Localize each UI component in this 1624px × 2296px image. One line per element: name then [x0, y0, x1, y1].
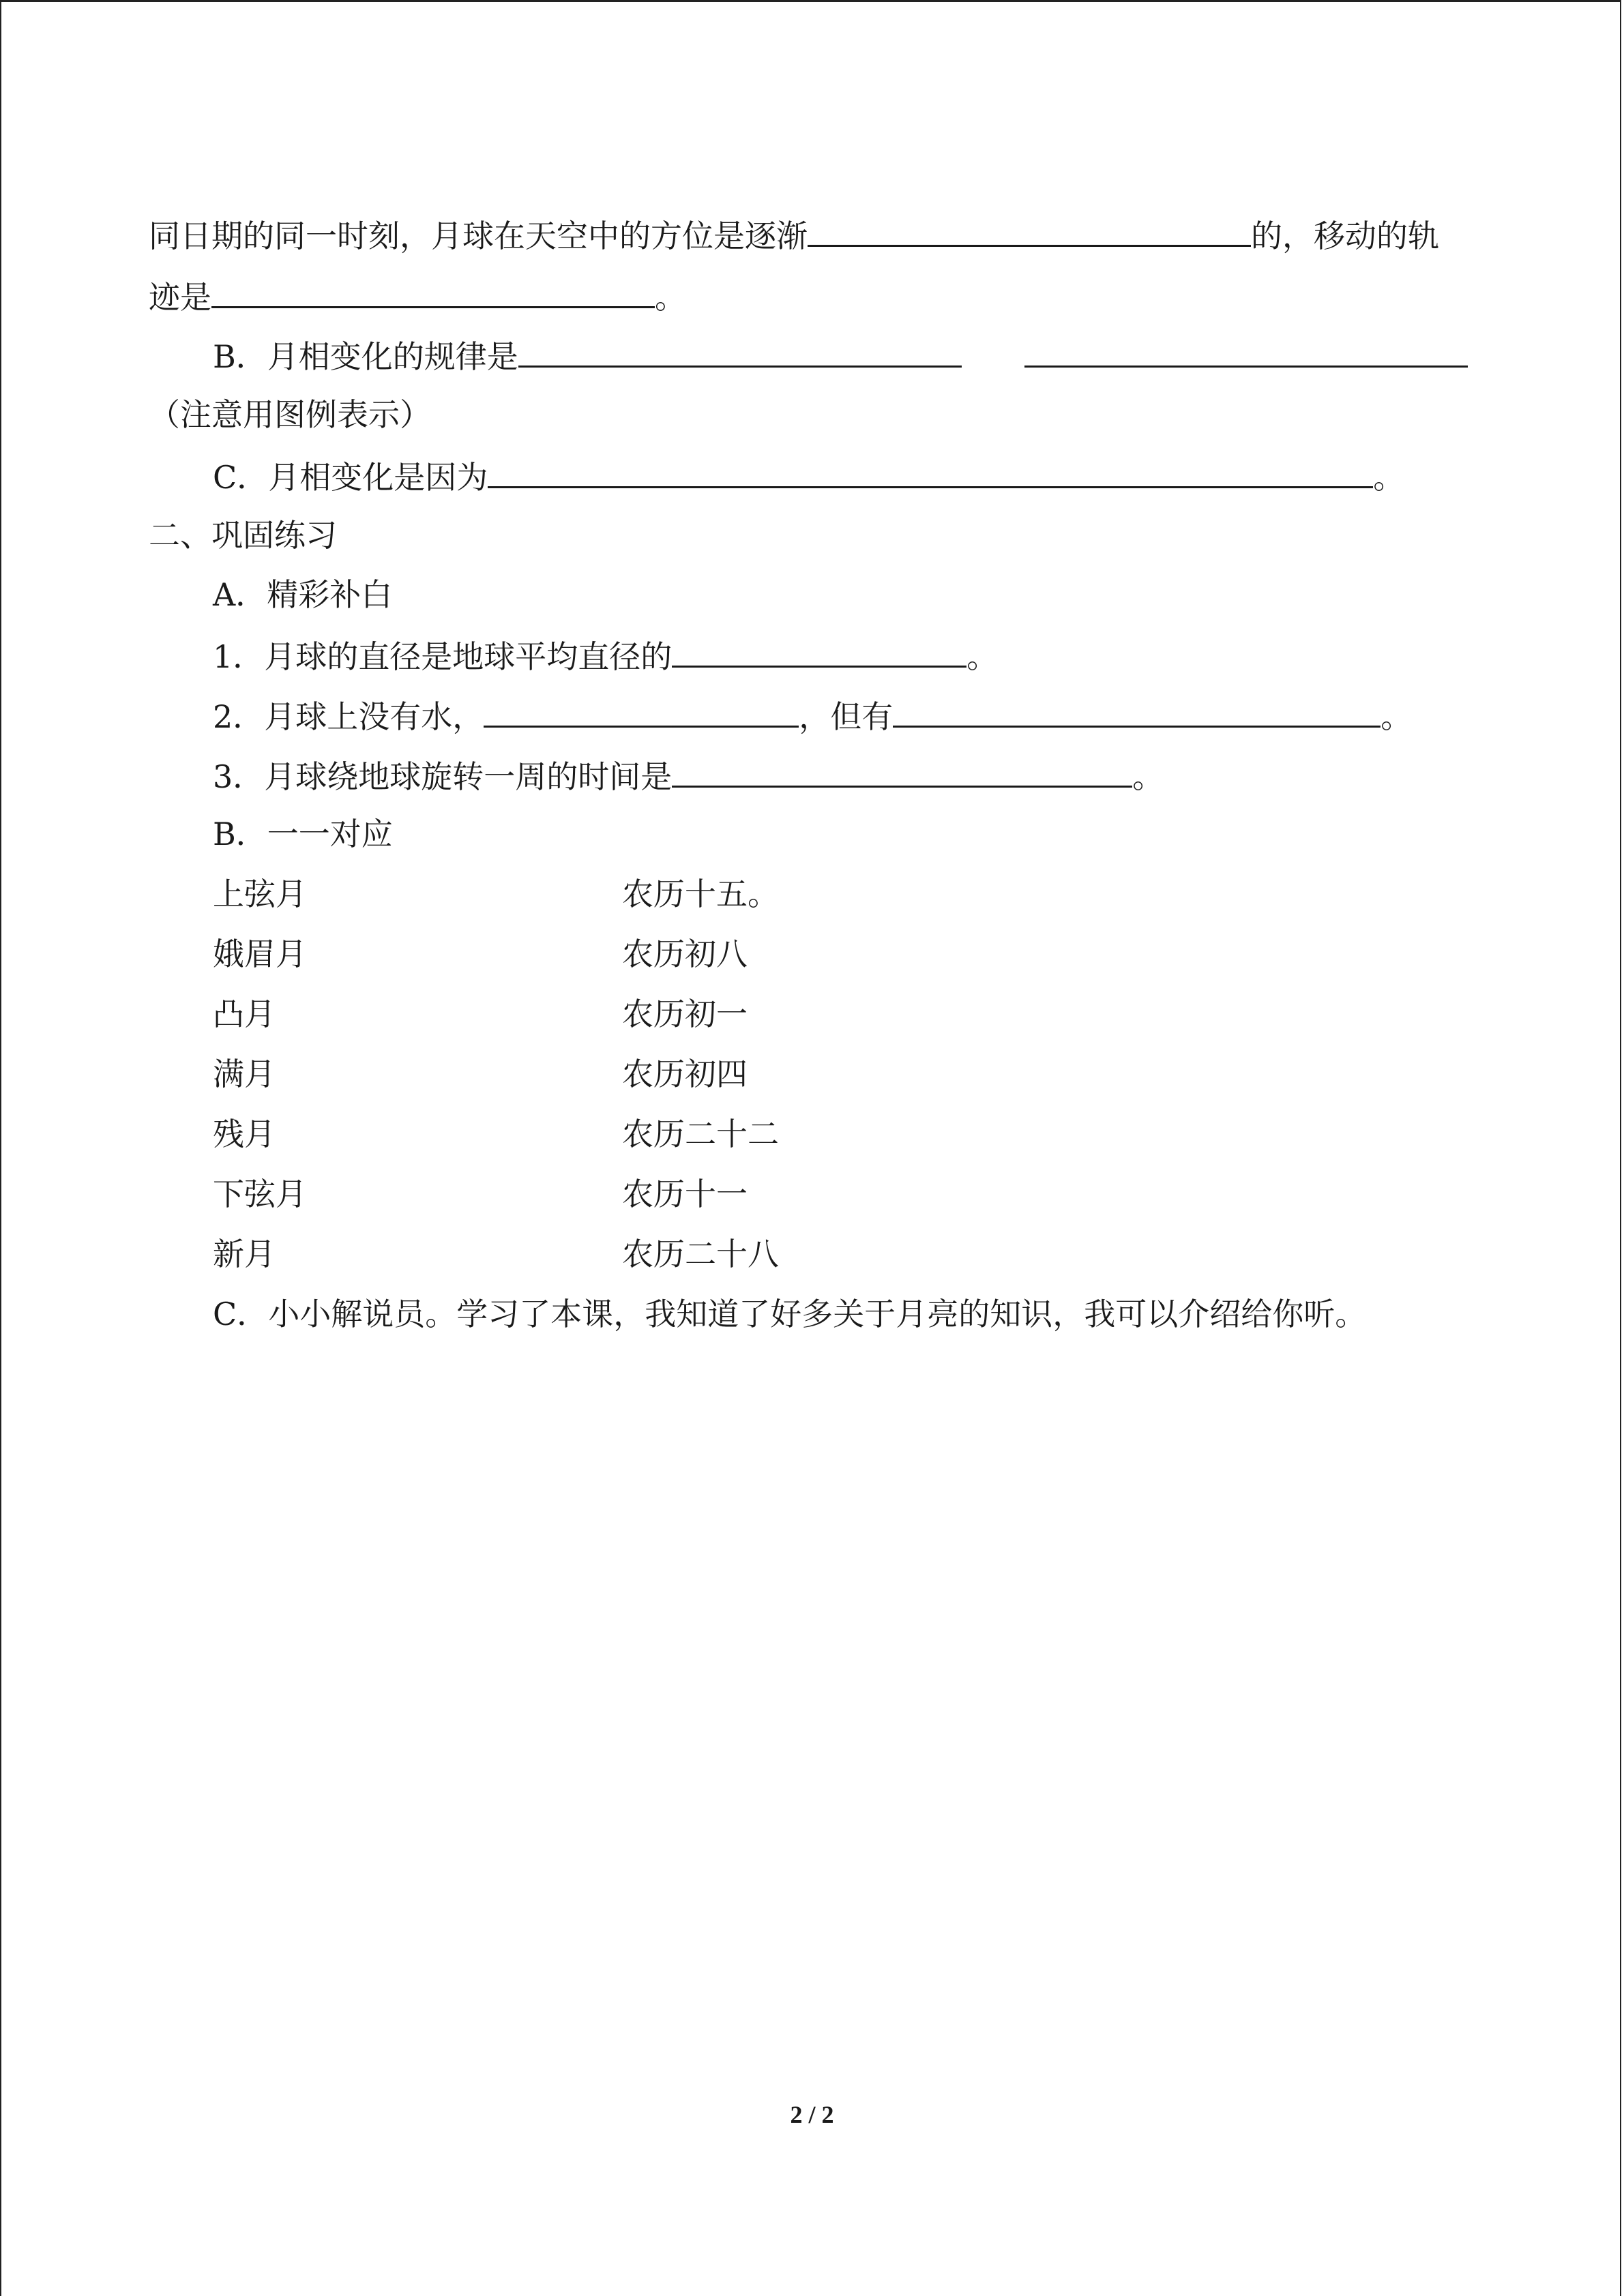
section-b-note: （注意用图例表示）	[149, 396, 431, 433]
blank-direction[interactable]	[808, 213, 1251, 247]
question-1	[213, 634, 998, 677]
match-left-item[interactable]: 凸月	[213, 996, 276, 1032]
section-c-line	[213, 455, 1404, 498]
intro-line-1-text-b: 的，移动的轨	[1251, 218, 1439, 254]
part-b-title: B．一一对应	[213, 816, 393, 852]
section-c-label: C．月相变化是因为	[213, 459, 488, 496]
intro-line-2-text-a: 迹是	[149, 279, 211, 316]
question-2-text: 2．月球上没有水，	[213, 698, 484, 735]
section-b-label: B．月相变化的规律是	[213, 338, 518, 375]
intro-line-1-text-a: 同日期的同一时刻，月球在天空中的方位是逐渐	[149, 218, 808, 254]
blank-orbit-period[interactable]	[672, 754, 1132, 788]
blank-trajectory[interactable]	[211, 275, 655, 308]
part-c-text: C．小小解说员。学习了本课，我知道了好多关于月亮的知识，我可以介绍给你听。	[213, 1296, 1367, 1332]
intro-line-2-text-b: 。	[655, 279, 686, 316]
match-left-item[interactable]: 新月	[213, 1236, 276, 1272]
question-2-mid: ，但有	[799, 698, 894, 735]
question-3-end: 。	[1132, 758, 1164, 795]
match-right-item[interactable]: 农历二十二	[622, 1116, 779, 1152]
match-right-item[interactable]: 农历初八	[622, 936, 748, 972]
match-right-item[interactable]: 农历初四	[622, 1056, 748, 1092]
blank-no-water-2[interactable]	[893, 694, 1381, 728]
match-left-item[interactable]: 下弦月	[213, 1176, 307, 1212]
question-1-text: 1．月球的直径是地球平均直径的	[213, 638, 673, 675]
match-right-item[interactable]: 农历十五。	[622, 876, 779, 912]
question-2-end: 。	[1381, 698, 1413, 735]
blank-diameter-ratio[interactable]	[672, 634, 966, 668]
intro-line-1	[149, 213, 1439, 256]
match-left-item[interactable]: 娥眉月	[213, 936, 307, 972]
blank-moon-phase-rule-1[interactable]	[518, 334, 962, 368]
intro-line-2	[149, 275, 686, 318]
question-2	[213, 694, 1412, 737]
match-right-item[interactable]: 农历十一	[622, 1176, 748, 1212]
match-left-item[interactable]: 上弦月	[213, 876, 307, 912]
blank-no-water-1[interactable]	[484, 694, 799, 728]
match-right-item[interactable]: 农历初一	[622, 996, 748, 1032]
blank-moon-phase-rule-2[interactable]	[1024, 334, 1468, 368]
match-right-item[interactable]: 农历二十八	[622, 1236, 779, 1272]
match-left-item[interactable]: 满月	[213, 1056, 276, 1092]
question-1-end: 。	[966, 638, 999, 675]
section-2-title: 二、巩固练习	[149, 517, 337, 554]
page-number: 2 / 2	[790, 2101, 834, 2128]
match-left-item[interactable]: 残月	[213, 1116, 276, 1152]
question-3-text: 3．月球绕地球旋转一周的时间是	[213, 758, 673, 795]
section-b-line	[213, 334, 1468, 377]
section-c-end: 。	[1373, 459, 1405, 496]
blank-moon-phase-reason[interactable]	[488, 455, 1373, 488]
part-a-title: A．精彩补白	[213, 576, 393, 613]
question-3	[213, 754, 1164, 797]
